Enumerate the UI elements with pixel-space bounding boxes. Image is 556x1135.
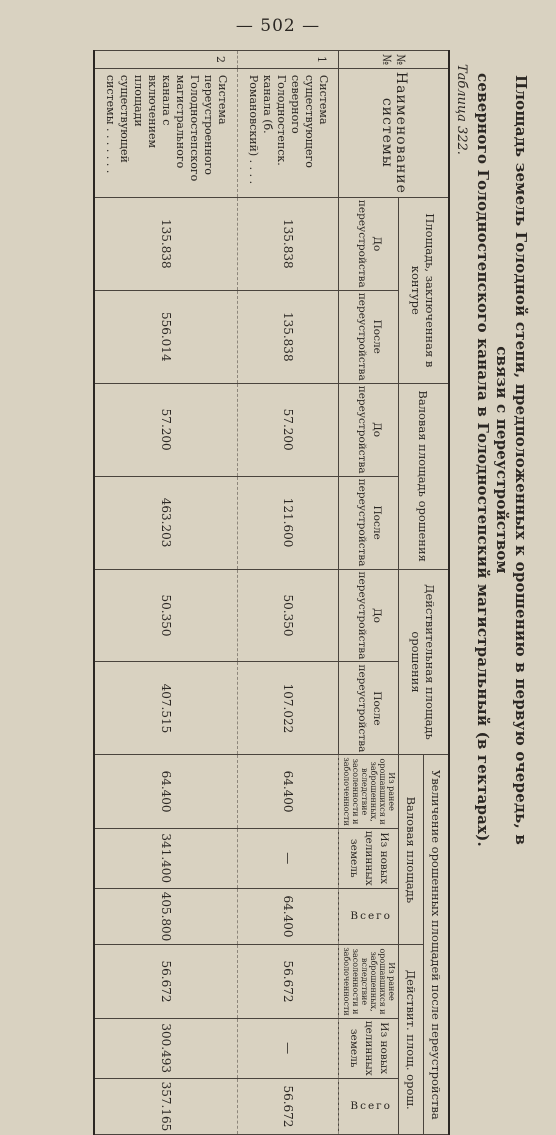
header-gross-total-cell [339, 888, 399, 945]
rotated-table-page [15, 50, 530, 1132]
page-number: — 502 — [235, 16, 321, 36]
header-eff-from-abandoned: Из ранее орошавшихся и заброшенных, вследствие засоленности и заболоченности [339, 945, 399, 1018]
cell-contour-before: 135.838 [94, 197, 238, 290]
header-contour-before: До переустройства [339, 197, 399, 290]
cell-gross-total: 405.800 [94, 888, 238, 945]
header-increase: Увеличение орошенных площадей после переустройства [424, 755, 450, 1135]
header-gross: Валовая площадь орошения [399, 383, 450, 569]
cell-gross-virgin: — [238, 828, 339, 888]
cell-gross-virgin: 341.400 [94, 828, 238, 888]
cell-effective-after: 407.515 [94, 662, 238, 755]
cell-eff-virgin: 300.493 [94, 1018, 238, 1078]
table-row [238, 51, 339, 1135]
cell-effective-before: 50.350 [238, 569, 339, 662]
cell-gross-total: 64.400 [238, 888, 339, 945]
header-name: Наименование системы [339, 68, 449, 197]
header-eff-total: Всего [350, 1099, 392, 1112]
header-gross-after: После переустройства [339, 476, 399, 569]
table-title-line-2: северного Голодностепского канала в Голодностепский магистральный (в гектарах). [474, 73, 492, 847]
cell-gross-abandoned: 64.400 [238, 755, 339, 828]
table-title-line-1: Площадь земель Голодной степи, предположенных к орошению в первую очередь, в связи с переустройством [493, 75, 530, 845]
header-contour: Площадь, заключенная в контуре [399, 197, 450, 383]
cell-eff-total: 56.672 [238, 1078, 339, 1135]
cell-effective-before: 50.350 [94, 569, 238, 662]
header-gross-before: До переустройства [339, 383, 399, 476]
row-index: 1 [238, 51, 339, 69]
header-eff-from-virgin: Из новых целинных земель [339, 1018, 399, 1078]
land-area-table [93, 50, 450, 1135]
header-effective: Действительная площадь орошения [399, 569, 450, 755]
row-index: 2 [94, 51, 238, 69]
row-name: Система переустроенного Голодностепского магистрального канала с включением площади существующей системы . . . . . . . [94, 68, 238, 197]
cell-eff-virgin: — [238, 1018, 339, 1078]
header-gross-from-abandoned: Из ранее орошавшихся и заброшенных, вследствие засоленности и заболоченности [339, 755, 399, 828]
header-effective-before: До переустройства [339, 569, 399, 662]
row-name: Система существующего северного Голодностепск. канала (б. Романовский) . . . . [238, 68, 339, 197]
cell-gross-abandoned: 64.400 [94, 755, 238, 828]
header-eff-total-cell [339, 1078, 399, 1135]
header-eff-area: Действит. площ. орош. [399, 945, 424, 1135]
cell-contour-after: 135.838 [238, 290, 339, 383]
cell-gross-before: 57.200 [238, 383, 339, 476]
table-caption: Таблица 322. [454, 64, 469, 155]
cell-eff-abandoned: 56.672 [94, 945, 238, 1018]
table-row [94, 51, 238, 1135]
cell-gross-after: 463.203 [94, 476, 238, 569]
cell-eff-total: 357.165 [94, 1078, 238, 1135]
cell-contour-after: 556.014 [94, 290, 238, 383]
cell-gross-before: 57.200 [94, 383, 238, 476]
header-contour-after: После переустройства [339, 290, 399, 383]
header-effective-after: После переустройства [339, 662, 399, 755]
header-num: № № [339, 51, 449, 69]
header-gross-area: Валовая площадь [399, 755, 424, 945]
cell-eff-abandoned: 56.672 [238, 945, 339, 1018]
header-gross-from-virgin: Из новых целинных земель [339, 828, 399, 888]
cell-gross-after: 121.600 [238, 476, 339, 569]
header-gross-total: Всего [350, 910, 392, 922]
cell-effective-after: 107.022 [238, 662, 339, 755]
table-title [473, 50, 530, 870]
cell-contour-before: 135.838 [238, 197, 339, 290]
